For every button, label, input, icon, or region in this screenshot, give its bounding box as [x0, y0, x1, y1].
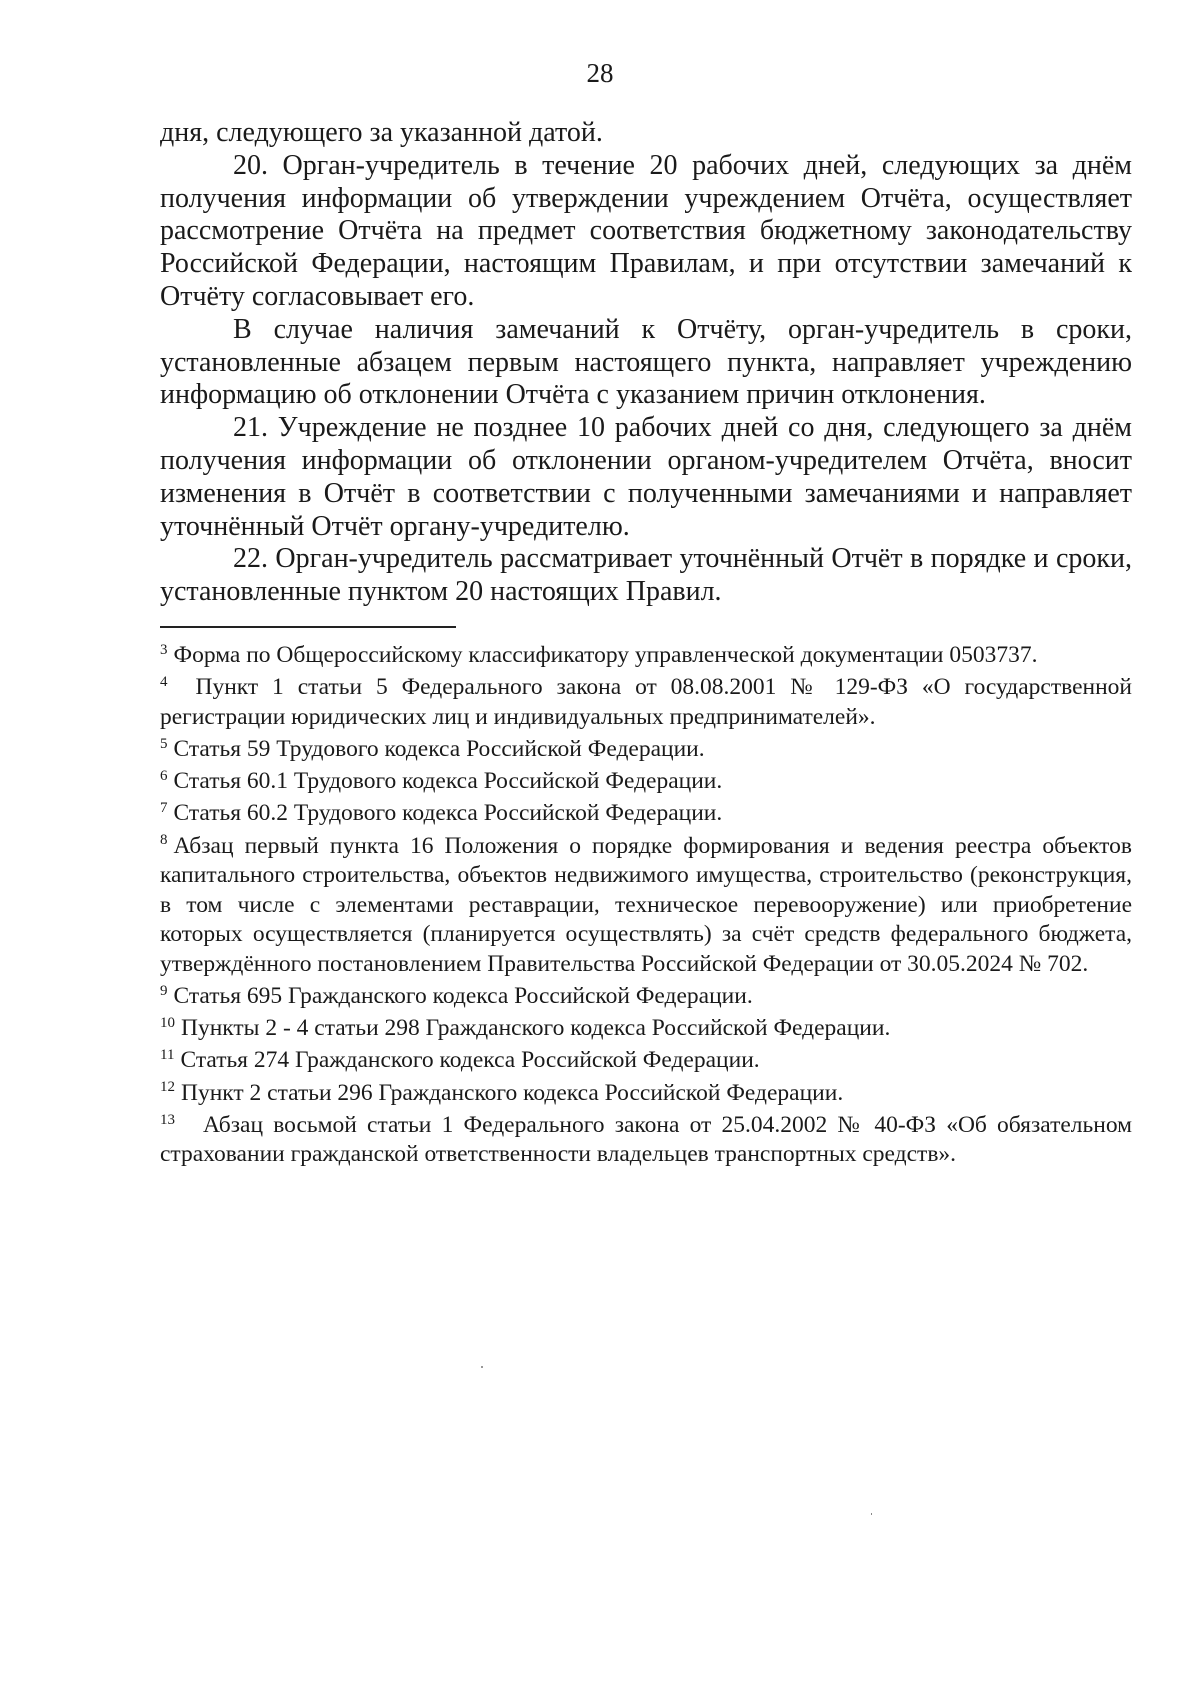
footnote-text: Абзац первый пункта 16 Положения о порядке формирования и ведения реестра объектов капитального строительства, объектов недвижимого имущества, строительство (реконструкция, в том числе с элементами реставрации, техническое перевооружение) или приобретение которых осуществляется (планируется осуществлять) за счёт средств федерального бюджета, утверждённого постановлением Правительства Российской Федерации от 30.05.2024 № 702.: [160, 832, 1132, 977]
paragraph-20: 20. Орган-учредитель в течение 20 рабочих дней, следующих за днём получения информации об утверждении учреждением Отчёта, осуществляет рассмотрение Отчёта на предмет соответствия бюджетному законодательству Российской Федерации, настоящим Правилам, и при отсутствии замечаний к Отчёту согласовывает его.: [160, 149, 1132, 312]
footnote-number: 9: [160, 982, 168, 999]
footnote: [160, 673, 1132, 732]
footnote-text: Абзац восьмой статьи 1 Федерального закона от 25.04.2002 № 40-ФЗ «Об обязательном страховании гражданской ответственности владельцев транспортных средств».: [160, 1111, 1132, 1168]
footnote: [160, 1111, 1132, 1170]
paragraph-21: 21. Учреждение не позднее 10 рабочих дней со дня, следующего за днём получения информации об отклонении органом-учредителем Отчёта, вносит изменения в Отчёт в соответствии с полученными замечаниями и направляет уточнённый Отчёт органу-учредителю.: [160, 412, 1132, 542]
footnote-text: Пункт 2 статьи 296 Гражданского кодекса Российской Федерации.: [181, 1079, 844, 1106]
footnote: [160, 1046, 1132, 1076]
footnote-text: Пункты 2 - 4 статьи 298 Гражданского кодекса Российской Федерации.: [181, 1015, 891, 1042]
footnote-number: 8: [160, 832, 168, 849]
footnote-text: Статья 274 Гражданского кодекса Российской Федерации.: [180, 1047, 760, 1074]
footnote: [160, 982, 1132, 1012]
footnote-number: 5: [160, 735, 168, 752]
footnotes: [160, 641, 1132, 1173]
footnote-separator: [160, 626, 456, 628]
footnote-text: Статья 59 Трудового кодекса Российской Федерации.: [173, 735, 705, 762]
scan-speck: [481, 1366, 483, 1368]
footnote-text: Статья 60.1 Трудового кодекса Российской Федерации.: [173, 768, 723, 795]
footnote: [160, 1079, 1132, 1109]
footnote-number: 10: [160, 1015, 175, 1032]
page-number: 28: [586, 58, 614, 88]
footnote: [160, 832, 1132, 980]
footnote-text: Статья 695 Гражданского кодекса Российской Федерации.: [173, 983, 753, 1010]
footnote-number: 7: [160, 800, 168, 817]
footnote-number: 4: [160, 673, 168, 690]
footnote-number: 12: [160, 1079, 175, 1096]
footnote: [160, 1014, 1132, 1044]
paragraph-continuation: дня, следующего за указанной датой.: [160, 117, 603, 148]
footnote: [160, 767, 1132, 797]
footnote-number: 3: [160, 641, 168, 658]
footnote-text: Форма по Общероссийскому классификатору управленческой документации 0503737.: [173, 642, 1038, 668]
footnote: [160, 735, 1132, 765]
body-text: [160, 117, 1132, 609]
footnote: [160, 799, 1132, 829]
footnote-text: Пункт 1 статьи 5 Федерального закона от 08.08.2001 № 129-ФЗ «О государственной регистрации юридических лиц и индивидуальных предпринимателей».: [160, 674, 1132, 730]
footnote-number: 6: [160, 767, 168, 784]
footnote-text: Статья 60.2 Трудового кодекса Российской Федерации.: [173, 800, 723, 827]
scan-speck: [871, 1513, 872, 1515]
footnote: [160, 641, 1132, 671]
paragraph-22: 22. Орган-учредитель рассматривает уточнённый Отчёт в порядке и сроки, установленные пунктом 20 настоящих Правил.: [160, 543, 1132, 608]
footnote-number: 13: [160, 1111, 175, 1128]
footnote-number: 11: [160, 1047, 175, 1064]
paragraph-20-remarks: В случае наличия замечаний к Отчёту, орган-учредитель в сроки, установленные абзацем первым настоящего пункта, направляет учреждению информацию об отклонении Отчёта с указанием причин отклонения.: [160, 313, 1132, 411]
